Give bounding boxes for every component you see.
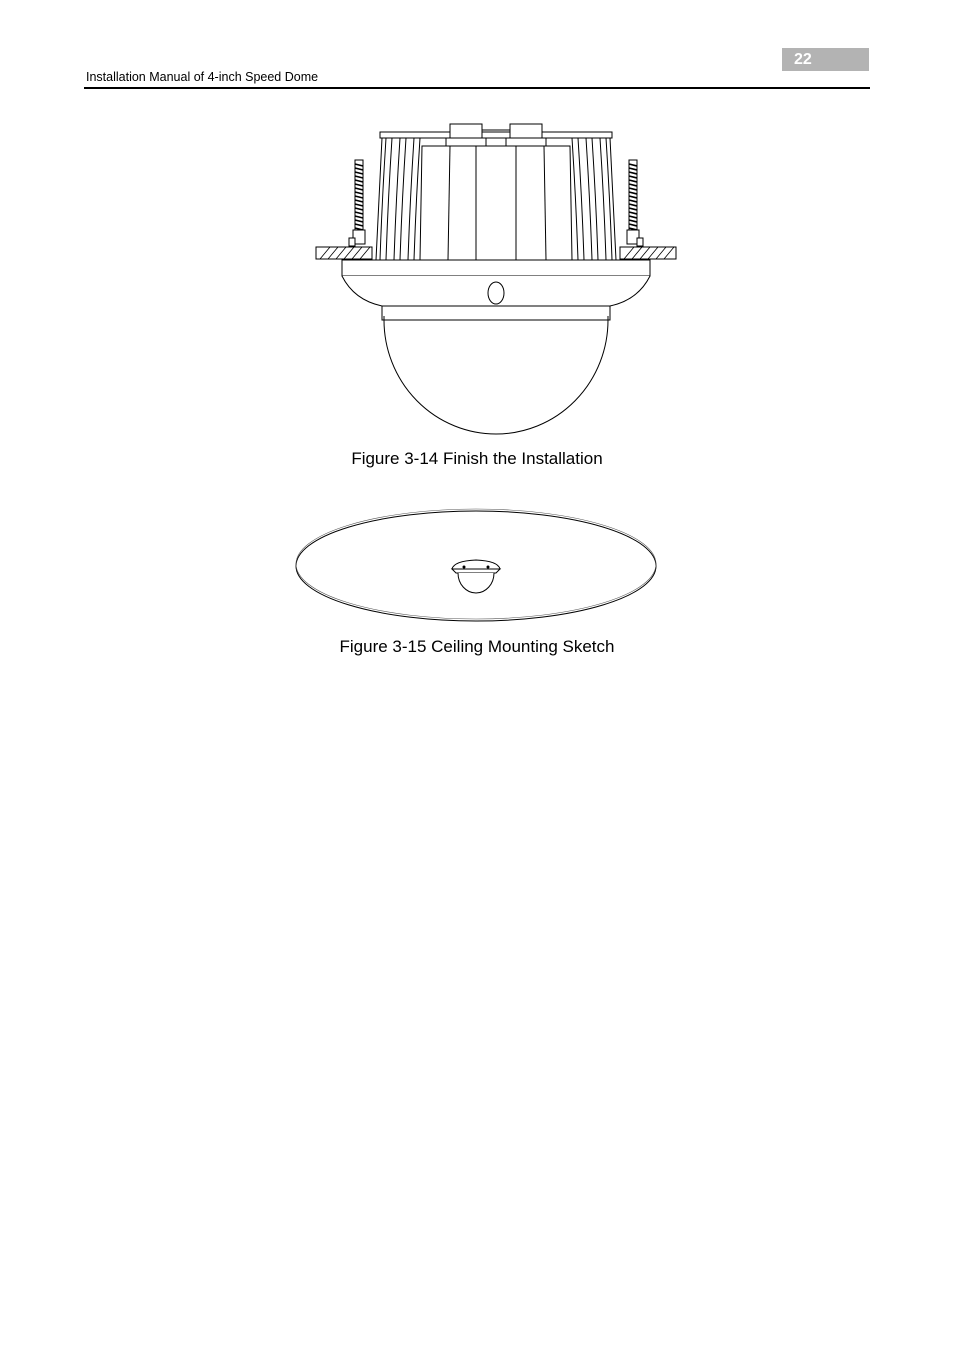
figure-ceiling-mounting-sketch bbox=[292, 505, 662, 627]
header-rule bbox=[84, 87, 870, 89]
right-threaded-rod bbox=[627, 160, 643, 246]
back-box bbox=[376, 124, 616, 260]
page-number: 22 bbox=[794, 51, 812, 68]
dome-bubble bbox=[382, 306, 610, 434]
running-header: Installation Manual of 4-inch Speed Dome bbox=[86, 70, 319, 84]
figure-finish-installation bbox=[310, 120, 686, 442]
speed-dome-installed-drawing bbox=[310, 120, 686, 442]
left-threaded-rod bbox=[349, 160, 365, 246]
trim-ring bbox=[342, 260, 650, 306]
mini-dome bbox=[452, 560, 500, 593]
ceiling-sketch-drawing bbox=[292, 505, 662, 627]
figure-caption: Figure 3-14 Finish the Installation bbox=[351, 449, 603, 468]
figure-caption: Figure 3-15 Ceiling Mounting Sketch bbox=[339, 637, 615, 656]
